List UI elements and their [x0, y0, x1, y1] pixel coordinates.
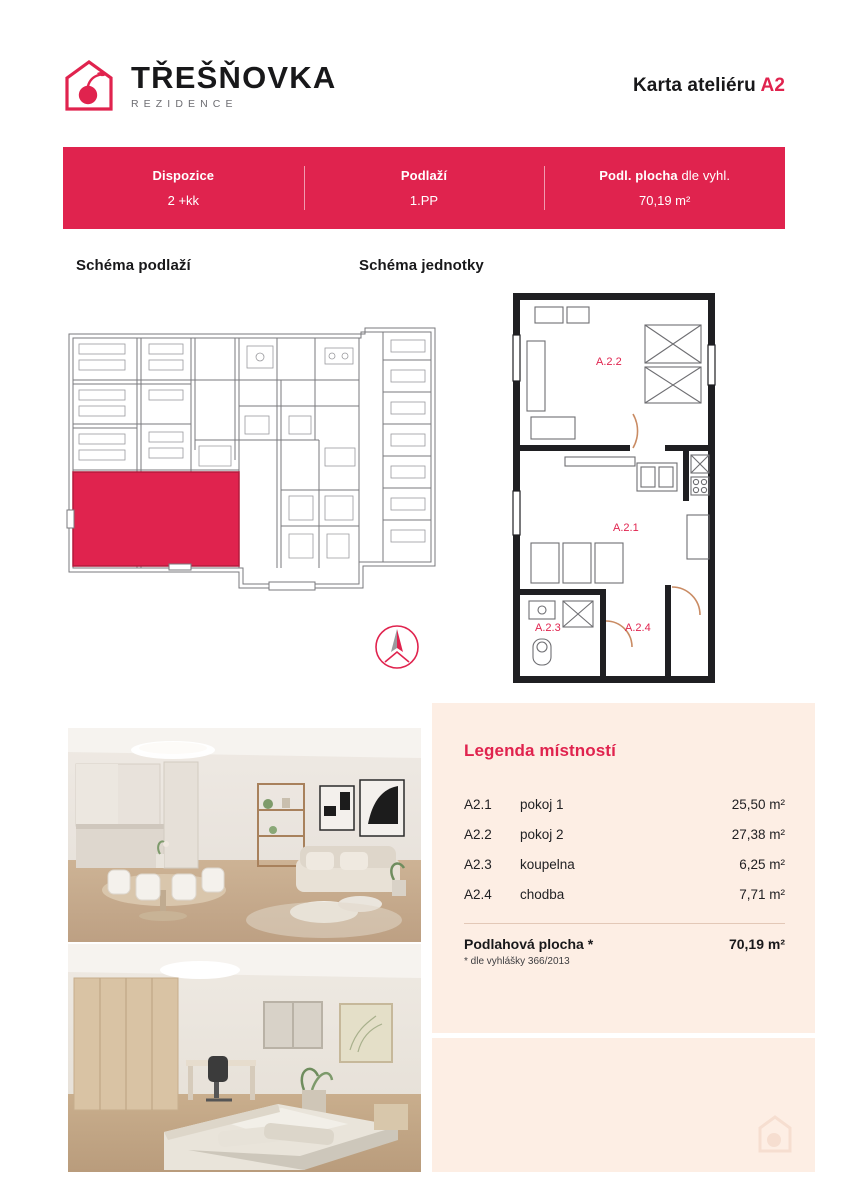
legend-note: * dle vyhlášky 366/2013 — [464, 956, 570, 967]
summary-item-podlazi — [304, 168, 545, 208]
cherry-house-icon — [63, 59, 115, 113]
legend-table — [464, 789, 785, 909]
unit-scheme-title: Schéma jednotky — [359, 257, 484, 274]
legend-total-label: Podlahová plocha * — [464, 936, 594, 952]
legend-name: pokoj 2 — [520, 826, 564, 842]
legend-name: koupelna — [520, 856, 575, 872]
unit-plan-drawing — [505, 285, 735, 690]
brand-logo — [63, 59, 336, 113]
floor-scheme-title: Schéma podlaží — [76, 257, 191, 274]
summary-value-podlazi: 1.PP — [409, 193, 439, 208]
legend-area: 25,50 m² — [731, 796, 785, 812]
summary-item-plocha — [544, 168, 785, 208]
legend-bottom-panel — [432, 1038, 815, 1172]
watermark-house-icon — [757, 1114, 793, 1154]
legend-area: 7,71 m² — [739, 886, 785, 902]
page-title — [633, 75, 785, 97]
summary-label-plocha-thin: dle vyhl. — [677, 168, 731, 183]
unit-room-label-a23: A.2.3 — [535, 622, 561, 634]
brand-name: TŘEŠŇOVKA — [131, 60, 337, 96]
legend-title: Legenda místností — [464, 741, 616, 760]
page-header — [63, 48, 785, 124]
summary-label-podlazi: Podlaží — [400, 168, 448, 183]
floor-plan-drawing — [63, 320, 443, 620]
legend-area: 27,38 m² — [731, 826, 785, 842]
legend-area: 6,25 m² — [739, 856, 785, 872]
summary-value-dispozice: 2 +kk — [167, 193, 200, 208]
summary-value-plocha: 70,19 m² — [639, 193, 691, 208]
table-row — [464, 879, 785, 909]
table-row — [464, 849, 785, 879]
highlighted-unit-area — [73, 472, 239, 566]
summary-label-dispozice: Dispozice — [152, 168, 215, 183]
legend-code: A2.2 — [464, 826, 492, 842]
legend-code: A2.1 — [464, 796, 492, 812]
bedroom-render — [68, 944, 421, 1172]
unit-room-label-a22: A.2.2 — [596, 356, 622, 368]
room-legend-panel — [432, 703, 815, 1033]
table-row — [464, 789, 785, 819]
legend-total-row — [464, 936, 785, 952]
legend-name: pokoj 1 — [520, 796, 564, 812]
legend-divider — [464, 923, 785, 924]
summary-label-plocha: Podl. plocha — [599, 168, 678, 183]
unit-room-label-a21: A.2.1 — [613, 522, 639, 534]
brand-subtitle: REZIDENCE — [131, 97, 238, 110]
legend-name: chodba — [520, 886, 565, 902]
living-room-render — [68, 728, 421, 942]
table-row — [464, 819, 785, 849]
compass-icon — [372, 622, 422, 672]
legend-code: A2.4 — [464, 886, 492, 902]
legend-total-value: 70,19 m² — [728, 936, 785, 952]
unit-code: A2 — [760, 75, 785, 96]
unit-room-label-a24: A.2.4 — [625, 622, 651, 634]
unit-summary-bar — [63, 147, 785, 229]
page-title-text: Karta ateliéru — [632, 75, 756, 96]
summary-item-dispozice — [63, 168, 304, 208]
legend-code: A2.3 — [464, 856, 492, 872]
